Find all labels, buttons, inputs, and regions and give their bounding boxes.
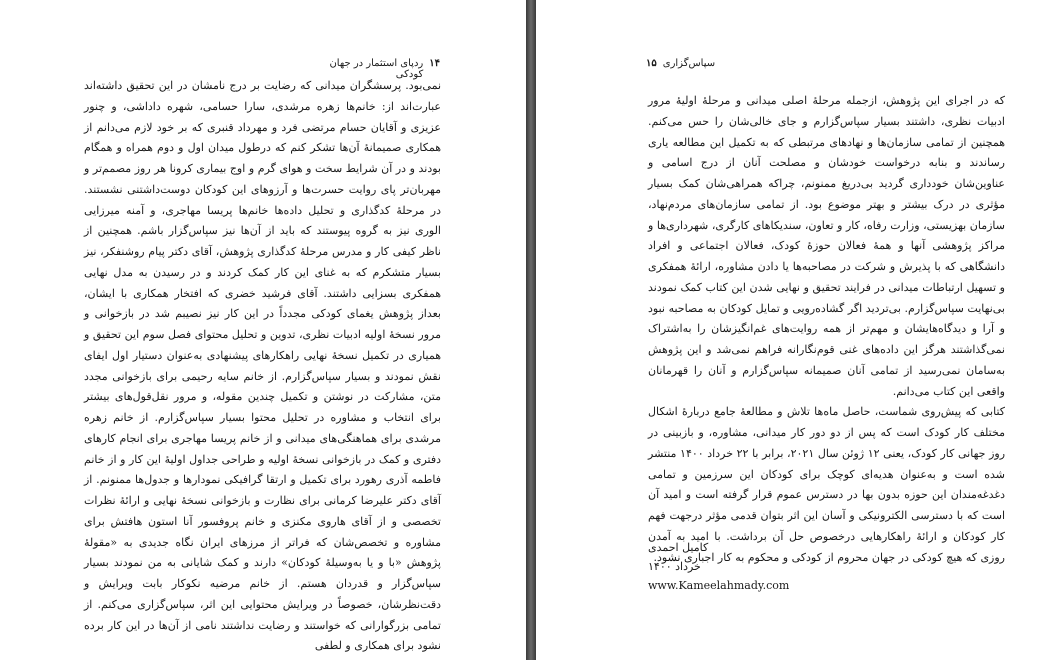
- signature-date: خرداد ۱۴۰۰: [648, 560, 701, 573]
- page-number-right: ۱۵: [646, 58, 657, 69]
- running-head-right: [646, 58, 726, 74]
- author-website: www.Kameelahmady.com: [648, 579, 790, 592]
- right-body-text: [648, 91, 1005, 568]
- paragraph-1: که در اجرای این پژوهش، ازجمله مرحلهٔ اصلی میدانی و مرحلهٔ اولیهٔ مرور ادبیات نظری، داشتند بسیار سپاس‌گزارم و جای خالی‌شان را حس می‌کنم. همچنین از تمامی سازمان‌ها و نهادهای مرتبطی که به تکمیل این مطالعه یاری رساندند و بنابه درخواست خودشان و مصلحت آنان از درج اسامی و عناوین‌شان خودداری گردید بی‌دریغ ممنونم، چراکه همراهی‌شان کمک بسیار مؤثری در درک بیشتر و بهتر موضوع بود. از تمامی سازمان‌های مردم‌نهاد، سازمان بهزیستی، وزارت رفاه، کار و تعاون، سندیکاهای کارگری، شهرداری‌ها و مراکز پژوهشی آنها و همهٔ فعالان حوزهٔ کودک، فعالان اجتماعی و افراد دانشگاهی که با پذیرش و شرکت در مصاحبه‌ها یا دادن مشاوره، ارائهٔ همفکری و تسهیل ارتباطات میدانی در فرایند تحقیق و نهایی شدن این کتاب کمک نمودند بی‌نهایت سپاس‌گزارم. بی‌تردید اگر گشاده‌رویی و تمایل کودکان به مصاحبه نبود و آرا و دیدگاه‌هایشان و مهم‌تر از همه روایت‌های غم‌انگیزشان را به‌اشتراک نمی‌گذاشتند هرگز این داده‌های غنی قوم‌نگارانه فراهم نمی‌شد و این پژوهش به‌سامان نمی‌رسید از تمامی آنان صمیمانه سپاس‌گزارم و آنان را قهرمانان واقعی این کتاب می‌دانم.: [648, 94, 1005, 398]
- paragraph-2: کتابی که پیش‌روی شماست، حاصل ماه‌ها تلاش و مطالعهٔ جامع دربارهٔ اشکال مختلف کار کودک است که پس از دو دور کار میدانی، مشاوره، و بازبینی در روز جهانی کار کودک، یعنی ۱۲ ژوئن سال ۲۰۲۱، برابر با ۲۲ خرداد ۱۴۰۰ منتشر شده است و به‌عنوان هدیه‌ای کوچک برای کودکان این سرزمین و تمامی دغدغه‌مندان این حوزه بدون بها در دسترس عموم قرار گرفته است و امید آن است که با دسترسی الکترونیکی و آسان این اثر بتوان قدمی مؤثر درجهت فهم کار کودکان و ارائهٔ راهکارهایی درخصوص حل آن برداشت. با امید به آمدن روزی که هیچ کودکی در جهان محروم از کودکی و محکوم به کار اجباری نشود.: [648, 405, 1006, 564]
- running-head-left: [300, 58, 440, 80]
- right-page: [536, 0, 1038, 660]
- signature-block: [648, 538, 788, 595]
- running-title-left: ردپای استثمار در جهان کودکی: [329, 58, 424, 80]
- running-title-right: سپاس‌گزاری: [662, 58, 716, 69]
- book-spine-divider: [526, 0, 536, 660]
- page-number-left: ۱۴: [429, 58, 440, 69]
- author-name: کامیل احمدی: [648, 541, 709, 554]
- left-body-text: نمی‌بود. پرسشگران میدانی که رضایت بر درج نامشان در این تحقیق داشته‌اند عبارت‌اند از: خانم‌ها زهره مرشدی، سارا حسامی، شهره داداشی، و چنور عزیزی و آقایان حسام مرتضی فرد و مهرداد قنبری که بر خود لازم می‌دانم از همکاری صمیمانهٔ آن‌ها تشکر کنم که درطول میدان اول و دوم همراه و همگام بودند و در آن شرایط سخت و هوای گرم و اوج بیماری کرونا هر روز مصمم‌تر و مهربان‌تر پای روایت حسرت‌ها و آرزوهای این کودکان دوست‌داشتنی نشستند. در مرحلهٔ کدگذاری و تحلیل داده‌ها خانم‌ها پریسا مهاجری، و آمنه میرزایی الوری نیز به گروه پیوستند که باید از آن‌ها نیز سپاس‌گزار باشم. همچنین از ناظر کیفی کار و مدرس مرحلهٔ کدگذاری پژوهش، آقای دکتر پیام روشنفکر، نیز بسیار متشکرم که به غنای این کار کمک کردند و در رسیدن به مدل نهایی همفکری بسزایی داشتند. آقای فرشید خضری که افتخار همکاری با ایشان، بعداز پژوهش یغمای کودکی مجدداً در این کار نیز نصیبم شد در بازخوانی و مرور نسخهٔ اولیه ادبیات نظری، تدوین و تحلیل محتوای فصل سوم این تحقیق و همیاری در تکمیل نسخهٔ نهایی راهکارهای پیشنهادی به‌عنوان دستیار اول ایفای نقش نمودند و بسیار سپاس‌گزارم. از خانم سایه رحیمی برای بازخوانی مجدد متن، مشارکت در نوشتن و تکمیل چندین مقوله، و مرور نقل‌قول‌های بیشتر برای انتخاب و مشاوره در تحلیل محتوا بسیار سپاس‌گزارم. از خانم زهره مرشدی برای هماهنگی‌های میدانی و از خانم پریسا مهاجری برای انجام کارهای دفتری و کمک در بازخوانی نسخهٔ اولیه و طراحی جداول اولیهٔ این کار و از خانم فاطمه آذری رهورد برای تکمیل و ارتقا گرافیکی نمودارها و جدول‌ها ممنونم. از آقای دکتر علیرضا کرمانی برای نظارت و بازخوانی نسخهٔ نهایی و ارائهٔ نظرات تخصصی و از آقای هاروی مکنزی و خانم پروفسور آنا استون هافتش برای مشاوره و تخصص‌شان که فراتر از مرزهای ایران نگاه جدیدی به «مقولهٔ پژوهش «با و یا به‌وسیلهٔ کودکان» دارند و کمک شایانی به من نمودند بسیار سپاس‌گزار و قدردان هستم. از خانم مرضیه نکوکار بابت ویرایش و دقت‌نظرشان، خصوصاً در ویرایش محتوایی این اثر، سپاس‌گزاری می‌کنم. از تمامی بزرگوارانی که خواستند و رضایت نداشتند نامی از آن‌ها در این کار برده نشود برای همکاری و لطفی: [84, 79, 441, 653]
